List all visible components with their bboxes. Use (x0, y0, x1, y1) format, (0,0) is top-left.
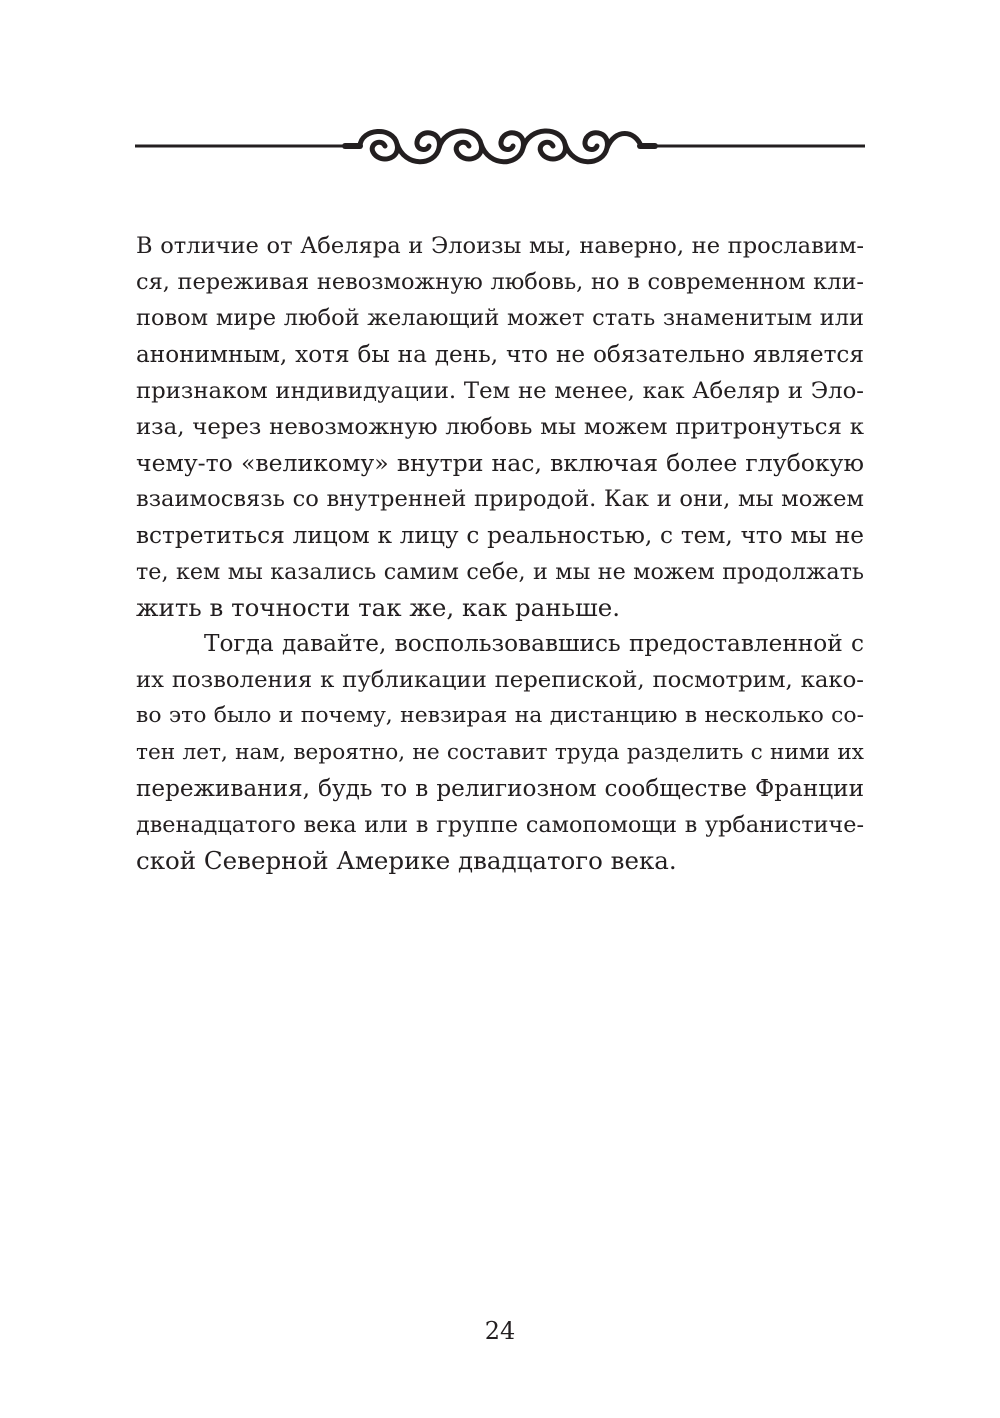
text-line: встретиться лицом к лицу с реальностью, с тем, что мы не (136, 521, 864, 549)
page-number: 24 (484, 1317, 516, 1345)
text-line: их позволения к публикации перепиской, посмотрим, како- (136, 667, 864, 694)
text-line: Тогда давайте, воспользовавшись предоставленной с (204, 630, 864, 658)
text-line: двенадцатого века или в группе самопомощи в урбанистиче- (136, 812, 864, 838)
body-text (136, 228, 864, 879)
text-line: ся, переживая невозможную любовь, но в современном кли- (136, 269, 864, 296)
text-line: В отличие от Абеляра и Элоизы мы, наверно, не прославим- (136, 233, 864, 259)
text-line: анонимным, хотя бы на день, что не обязательно является (136, 341, 864, 368)
paragraph-1 (136, 228, 864, 626)
text-line: жить в точности так же, как раньше. (136, 592, 621, 622)
text-line: ской Северной Америке двадцатого века. (136, 846, 677, 876)
text-line: переживания, будь то в религиозном сообществе Франции (136, 775, 864, 802)
text-line: тен лет, нам, вероятно, не составит труда разделить с ними их (136, 739, 864, 765)
text-line: чему-то «великому» внутри нас, включая более глубокую (136, 449, 864, 478)
text-line: признаком индивидуации. Тем не менее, как Абеляр и Эло- (136, 377, 864, 404)
text-line: те, кем мы казались самим себе, и мы не можем продолжать (136, 558, 864, 585)
text-line: во это было и почему, невзирая на дистанцию в несколько со- (136, 703, 864, 729)
text-line: иза, через невозможную любовь мы можем притронуться к (136, 413, 864, 440)
paragraph-2 (136, 626, 864, 879)
text-line: взаимосвязь со внутренней природой. Как и они, мы можем (136, 486, 864, 513)
scroll-ornament-divider-icon (135, 118, 865, 178)
text-line: повом мире любой желающий может стать знаменитым или (136, 305, 864, 332)
